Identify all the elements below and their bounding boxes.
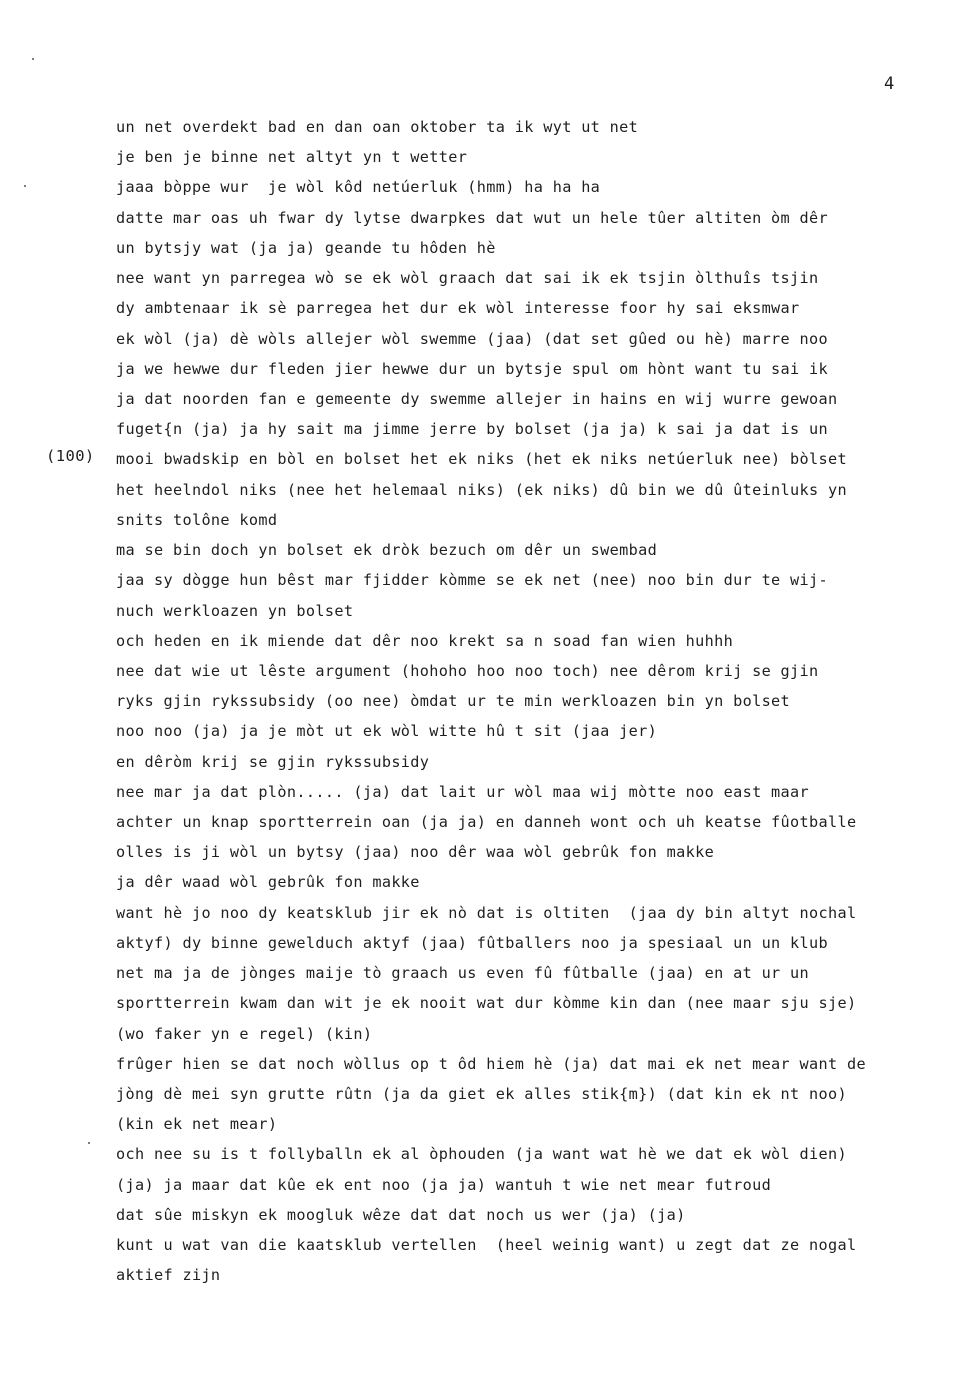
transcript-line: jaa sy dògge hun bêst mar fjidder kòmme se ek net (nee) noo bin dur te wij- xyxy=(116,571,829,590)
transcript-line: (kin ek net mear) xyxy=(116,1115,278,1134)
scan-speck xyxy=(88,1142,90,1144)
transcript-line: dat sûe miskyn ek moogluk wêze dat dat noch us wer (ja) (ja) xyxy=(116,1205,686,1224)
transcript-line: het heelndol niks (nee het helemaal niks) (ek niks) dû bin we dû ûteinluks yn xyxy=(116,480,848,499)
transcript-line: snits tolône komd xyxy=(116,510,278,529)
transcript-line: nee dat wie ut lêste argument (hohoho hoo noo toch) nee dêrom krij se gjin xyxy=(116,661,819,680)
margin-line-marker: (100) xyxy=(46,447,95,465)
transcript-line: je ben je binne net altyt yn t wetter xyxy=(116,148,468,167)
transcript-line: kunt u wat van die kaatsklub vertellen (heel weinig want) u zegt dat ze nogal xyxy=(116,1236,857,1255)
transcript-line: un bytsjy wat (ja ja) geande tu hôden hè xyxy=(116,238,496,257)
page-number: 4 xyxy=(884,74,895,94)
transcript-line: frûger hien se dat noch wòllus op t ôd hiem hè (ja) dat mai ek net mear want de xyxy=(116,1054,866,1073)
transcript-line: ma se bin doch yn bolset ek dròk bezuch om dêr un swembad xyxy=(116,541,658,560)
transcript-line: ja dêr waad wòl gebrûk fon makke xyxy=(116,873,420,892)
transcript-line: dy ambtenaar ik sè parregea het dur ek wòl interesse foor hy sai eksmwar xyxy=(116,299,800,318)
transcript-line: net ma ja de jònges maije tò graach us even fû fûtballe (jaa) en at ur un xyxy=(116,964,810,983)
transcript-line: un net overdekt bad en dan oan oktober ta ik wyt ut net xyxy=(116,118,639,136)
transcript-line: jaaa bòppe wur je wòl kôd netúerluk (hmm) ha ha ha xyxy=(116,178,601,197)
transcript-line: aktief zijn xyxy=(116,1266,221,1285)
transcript-line: nee want yn parregea wò se ek wòl graach dat sai ik ek tsjin òlthuîs tsjin xyxy=(116,269,819,288)
transcript-line: fuget{n (ja) ja hy sait ma jimme jerre by bolset (ja ja) k sai ja dat is un xyxy=(116,420,829,439)
transcript-line: (wo faker yn e regel) (kin) xyxy=(116,1024,373,1043)
transcript-line: ja we hewwe dur fleden jier hewwe dur un bytsje spul om hònt want tu sai ik xyxy=(116,359,829,378)
transcript-line: achter un knap sportterrein oan (ja ja) en danneh wont och uh keatse fûotballe xyxy=(116,813,857,832)
transcript-line: sportterrein kwam dan wit je ek nooit wat dur kòmme kin dan (nee maar sju sje) xyxy=(116,994,857,1013)
transcript-line: aktyf) dy binne gewelduch aktyf (jaa) fûtballers noo ja spesiaal un un klub xyxy=(116,933,829,952)
transcript-line: ek wòl (ja) dè wòls allejer wòl swemme (jaa) (dat set gûed ou hè) marre noo xyxy=(116,329,829,348)
transcript-line: olles is ji wòl un bytsy (jaa) noo dêr waa wòl gebrûk fon makke xyxy=(116,843,715,862)
scan-speck xyxy=(24,185,26,187)
transcript-line: mooi bwadskip en bòl en bolset het ek niks (het ek niks netúerluk nee) bòlset xyxy=(116,450,848,469)
transcript-line: noo noo (ja) ja je mòt ut ek wòl witte hû t sit (jaa jer) xyxy=(116,722,658,741)
transcript-line: och nee su is t follyballn ek al òphouden (ja want wat hè we dat ek wòl dien) xyxy=(116,1145,848,1164)
transcript-line: en dêròm krij se gjin rykssubsidy xyxy=(116,752,430,771)
transcript-line: ryks gjin rykssubsidy (oo nee) òmdat ur te min werkloazen bin yn bolset xyxy=(116,692,791,711)
scan-speck xyxy=(32,58,34,60)
transcript-line: (ja) ja maar dat kûe ek ent noo (ja ja) wantuh t wie net mear futroud xyxy=(116,1175,772,1194)
transcript-line: datte mar oas uh fwar dy lytse dwarpkes dat wut un hele tûer altiten òm dêr xyxy=(116,208,829,227)
transcript-line: jòng dè mei syn grutte rûtn (ja da giet ek alles stik{m}) (dat kin ek nt noo) xyxy=(116,1085,848,1103)
transcript-line: nee mar ja dat plòn..... (ja) dat lait ur wòl maa wij mòtte noo east maar xyxy=(116,782,810,801)
transcript-body xyxy=(116,112,976,1291)
transcript-line: och heden en ik miende dat dêr noo krekt sa n soad fan wien huhhh xyxy=(116,631,734,650)
transcript-line: nuch werkloazen yn bolset xyxy=(116,601,354,620)
transcript-line: ja dat noorden fan e gemeente dy swemme allejer in hains en wij wurre gewoan xyxy=(116,389,838,408)
transcript-line: want hè jo noo dy keatsklub jir ek nò dat is oltiten (jaa dy bin altyt nochal xyxy=(116,903,857,922)
